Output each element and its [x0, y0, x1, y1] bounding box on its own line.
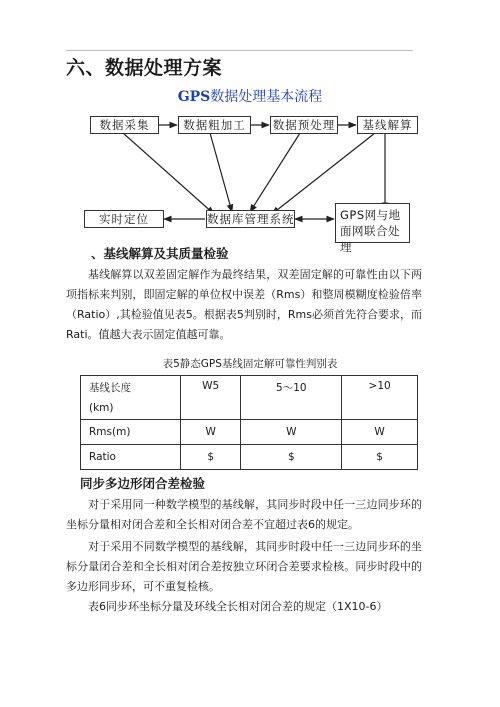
table-row [81, 376, 418, 420]
table-cell: Rms(m) [81, 420, 181, 445]
arrow-pre-db [250, 133, 300, 212]
table-row [81, 445, 418, 470]
box-joint-processing: GPS网与地 面网联合处理 [335, 203, 410, 243]
table-cell-header: 5～10 [241, 376, 342, 420]
table-row [81, 420, 418, 445]
box-preprocessing: 数据预处理 [270, 116, 338, 134]
table-cell: $ [342, 445, 418, 470]
box-data-collection: 数据采集 [90, 116, 159, 134]
table-cell: W [181, 420, 241, 445]
table6-caption: 表6同步环坐标分量及环线全长相对闭合差的规定（1X10-6） [88, 600, 388, 613]
section-heading-baseline: 、基线解算及其质量检验 [91, 246, 229, 261]
table-cell-header: 基线长度 (km) [81, 376, 181, 420]
box-realtime-positioning: 实时定位 [84, 210, 164, 228]
table-cell: Ratio [81, 445, 181, 470]
table-cell: $ [181, 445, 241, 470]
arrow-collect-db [123, 133, 214, 214]
table-cell: W [342, 420, 418, 445]
table-cell-header: W5 [181, 376, 241, 420]
table-cell-header: >10 [342, 376, 418, 420]
paragraph-same-model: 对于采用同一种数学模型的基线解，其同步时段中任一三边同步环的坐标分量相对闭合差和全长相对闭合差不宜超过表6的规定。 [66, 498, 422, 531]
arrow-rough-db [210, 133, 232, 212]
table5 [80, 375, 418, 470]
table-cell: $ [241, 445, 342, 470]
table-cell: W [241, 420, 342, 445]
arrow-solve-db [272, 133, 375, 214]
flowchart-title-prefix: GPS [177, 89, 211, 105]
box-baseline-solution: 基线解算 [357, 116, 418, 134]
section-heading-sync-loop: 同步多边形闭合差检验 [80, 476, 206, 491]
table5-caption: 表5静态GPS基线固定解可靠性判别表 [162, 358, 338, 370]
box-rough-processing: 数据粗加工 [178, 116, 251, 134]
paragraph-baseline: 基线解算以双差固定解作为最终结果，双差固定解的可靠性由以下两项指标来判别，即固定解的单位权中误差（Rms）和整周模糊度检验倍率（Ratio）,其检验值见表5。根据表5判别时，Rms必须首先符合要求，而Rati。值越大表示固定值越可靠。 [66, 268, 422, 341]
paragraph-different-model: 对于采用不同数学模型的基线解，其同步时段中任一三边同步环的坐标分量闭合差和全长相对闭合差按独立环闭合差要求检核。同步时段中的多边形同步环，可不重复检核。 [66, 540, 422, 593]
page-heading: 六、数据处理方案 [66, 57, 223, 79]
flowchart-title-text: 数据处理基本流程 [210, 89, 323, 105]
box-database-system: 数据库管理系统 [207, 212, 295, 226]
